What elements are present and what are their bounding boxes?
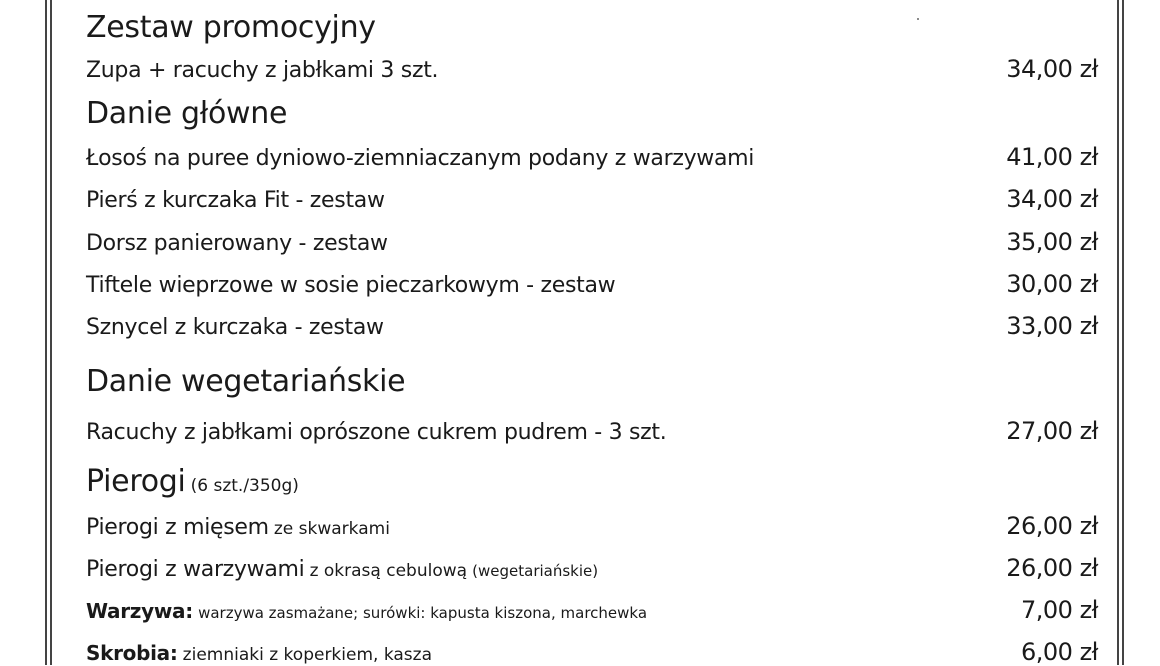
menu-item — [86, 417, 1098, 445]
item-name: Racuchy z jabłkami oprószone cukrem pudrem - 3 szt. — [86, 420, 667, 445]
extra-item — [86, 638, 1098, 666]
extra-label: Skrobia: — [86, 641, 178, 665]
item-name: Sznycel z kurczaka - zestaw — [86, 315, 384, 340]
item-name: Łosoś na puree dyniowo-ziemniaczanym podany z warzywami — [86, 146, 755, 171]
item-price: 33,00 zł — [1006, 312, 1098, 340]
item-price: 27,00 zł — [1006, 417, 1098, 445]
frame-border-right — [1117, 0, 1124, 665]
item-price: 35,00 zł — [1006, 228, 1098, 256]
menu-item — [86, 554, 1098, 582]
item-price: 34,00 zł — [1006, 55, 1098, 83]
section-title — [86, 96, 1098, 131]
menu-item — [86, 270, 1098, 298]
section-title-text: Zestaw promocyjny — [86, 10, 376, 45]
item-detail: z okrasą cebulową — [309, 561, 468, 581]
item-name: Dorsz panierowany - zestaw — [86, 231, 388, 256]
extra-detail: ziemniaki z koperkiem, kasza — [182, 645, 432, 665]
item-detail-note: (wegetariańskie) — [472, 562, 599, 580]
item-price: 34,00 zł — [1006, 185, 1098, 213]
item-price: 30,00 zł — [1006, 270, 1098, 298]
section-title — [86, 364, 1098, 399]
extra-label: Warzywa: — [86, 599, 193, 623]
menu-item — [86, 228, 1098, 256]
item-name: Tiftele wieprzowe w sosie pieczarkowym - zestaw — [86, 273, 616, 298]
menu-item — [86, 312, 1098, 340]
item-name: Zupa + racuchy z jabłkami 3 szt. — [86, 58, 439, 83]
menu-item — [86, 55, 1098, 83]
item-price: 26,00 zł — [1006, 554, 1098, 582]
section-note: (6 szt./350g) — [190, 476, 299, 496]
menu-item — [86, 143, 1098, 171]
frame-border-left — [45, 0, 52, 665]
section-title-text: Danie wegetariańskie — [86, 364, 406, 399]
section-title-text: Pierogi — [86, 464, 186, 499]
menu-item — [86, 185, 1098, 213]
extra-item — [86, 596, 1098, 624]
section-title — [86, 464, 1098, 499]
item-price: 7,00 zł — [1021, 596, 1098, 624]
item-name: Pierogi z warzywami — [86, 557, 305, 582]
item-name: Pierś z kurczaka Fit - zestaw — [86, 188, 385, 213]
section-title — [86, 10, 1098, 45]
section-title-text: Danie główne — [86, 96, 288, 131]
item-name: Pierogi z mięsem — [86, 515, 269, 540]
extra-detail: warzywa zasmażane; surówki: kapusta kiszona, marchewka — [198, 604, 648, 622]
menu-item — [86, 512, 1098, 540]
item-price: 6,00 zł — [1021, 638, 1098, 666]
item-price: 41,00 zł — [1006, 143, 1098, 171]
item-price: 26,00 zł — [1006, 512, 1098, 540]
item-detail: ze skwarkami — [273, 519, 390, 539]
